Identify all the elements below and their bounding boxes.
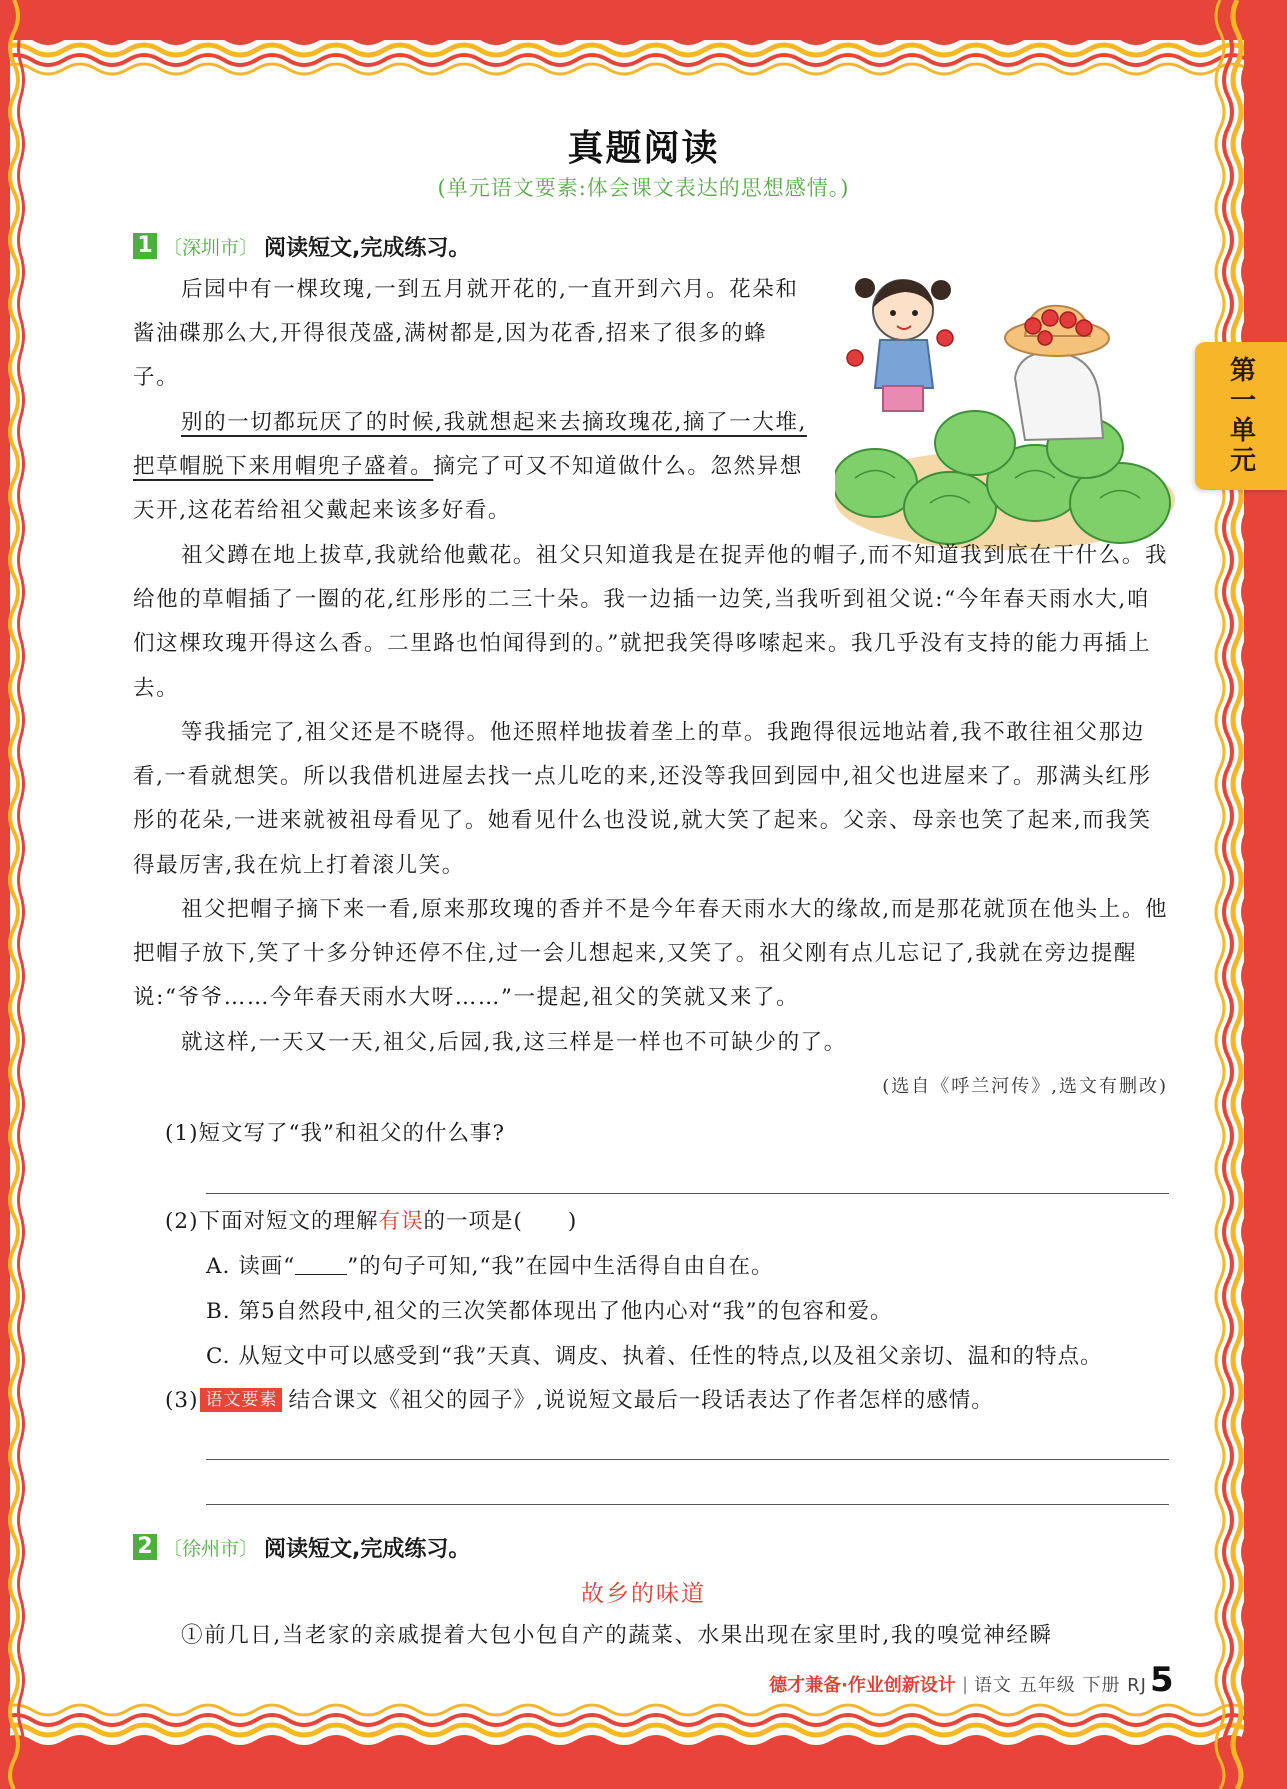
option-a-text-end: ”的句子可知,“我”在园中生活得自由自在。 (347, 1254, 774, 1279)
passage-paragraph-4: 等我插完了,祖父还是不晓得。他还照样地拔着垄上的草。我跑得很远地站着,我不敢往祖父那边看,一看就想笑。所以我借机进屋去找一点儿吃的来,还没等我回到园中,祖父也进屋来了。那满头红彤彤的花朵,一进来就被祖母看见了。她看见什么也没说,就大笑了起来。父亲、母亲也笑了起来,而我笑得最厉害,我在炕上打着滚儿笑。 (133, 720, 1152, 878)
question-number-badge: 2 (133, 1534, 157, 1560)
unit-tab[interactable] (1195, 342, 1287, 490)
passage-paragraph-5: 祖父把帽子摘下来一看,原来那玫瑰的香并不是今年春天雨水大的缘故,而是那花就顶在他头上。他把帽子放下,笑了十多分钟还停不住,过一会儿想起来,又笑了。祖父刚有点儿忘记了,我就在旁边提醒说:“爷爷……今年春天雨水大呀……”一提起,祖父的笑就又来了。 (133, 897, 1169, 1011)
passage-paragraph-3: 祖父蹲在地上拔草,我就给他戴花。祖父只知道我是在捉弄他的帽子,而不知道我到底在干什么。我给他的草帽插了一圈的花,红彤彤的二三十朵。我一边插一边笑,当我听到祖父说:“今年春天雨水大,咱们这棵玫瑰开得这么香。二里路也怕闻得到的。”就把我笑得哆嗦起来。我几乎没有支持的能力再插上去。 (133, 543, 1169, 701)
question-instruction: 阅读短文,完成练习。 (264, 1536, 471, 1562)
answer-line-3a[interactable] (206, 1459, 1169, 1460)
passage-paragraph-2 (133, 401, 813, 534)
footer-book-info: 语文 五年级 下册 RJ (974, 1675, 1147, 1696)
question-source: 〔徐州市〕 (163, 1537, 259, 1560)
story-title: 故乡的味道 (581, 1581, 706, 1607)
language-element-badge: 语文要素 (200, 1388, 282, 1412)
question-2-header (133, 1532, 470, 1562)
question-number-badge: 1 (133, 233, 157, 259)
sub-question-2-text: (2)下面对短文的理解 (165, 1209, 379, 1234)
footer-brand: 德才兼备·作业创新设计 (769, 1675, 956, 1696)
option-b[interactable]: B. 第5自然段中,祖父的三次笑都体现出了他内心对“我”的包容和爱。 (206, 1299, 893, 1324)
option-a-blank-mark (295, 1254, 347, 1275)
wavy-border-left (0, 0, 26, 1789)
wavy-border-top (0, 0, 1287, 78)
sub-question-3-number: (3) (165, 1388, 199, 1413)
passage-paragraph-1: 后园中有一棵玫瑰,一到五月就开花的,一直开到六月。花朵和酱油碟那么大,开得很茂盛,满树都是,因为花香,招来了很多的蜂子。 (133, 277, 799, 391)
footer-separator: | (961, 1673, 969, 1695)
wavy-border-right (1212, 0, 1287, 1789)
sub-question-3 (165, 1386, 994, 1416)
passage-source-note: (选自《呼兰河传》,选文有删改) (882, 1076, 1168, 1097)
question-instruction: 阅读短文,完成练习。 (264, 235, 471, 261)
question-source: 〔深圳市〕 (163, 236, 259, 259)
illustration-girl-grandfather-garden (835, 268, 1175, 550)
question-1-header (133, 231, 470, 261)
unit-tab-label: 第一单元 (1225, 356, 1256, 476)
page-number: 5 (1150, 1660, 1174, 1700)
answer-line-1[interactable] (206, 1193, 1169, 1194)
option-a-text: A. 读画“ (206, 1254, 296, 1279)
sub-question-2-emphasis: 有误 (378, 1209, 424, 1234)
page-title: 真题阅读 (567, 128, 720, 169)
sub-question-2-bracket[interactable]: 的一项是( ) (423, 1209, 578, 1234)
sub-question-3-text: 结合课文《祖父的园子》,说说短文最后一段话表达了作者怎样的感情。 (288, 1388, 994, 1413)
sub-question-1: (1)短文写了“我”和祖父的什么事? (165, 1121, 505, 1146)
page-footer (769, 1671, 1147, 1697)
wavy-border-bottom (0, 1696, 1287, 1789)
option-c[interactable]: C. 从短文中可以感受到“我”天真、调皮、执着、任性的特点,以及祖父亲切、温和的特点。 (206, 1344, 1103, 1369)
page-subtitle: (单元语文要素:体会课文表达的思想感情。) (437, 176, 850, 200)
passage-paragraph-2-rest: 摘完了可又不知道做什么。忽然异想天开,这花若给祖父戴起来该多好看。 (133, 454, 803, 524)
option-a[interactable] (206, 1252, 774, 1282)
sub-question-2 (165, 1207, 577, 1237)
story-paragraph-1: ①前几日,当老家的亲戚提着大包小包自产的蔬菜、水果出现在家里时,我的嗅觉神经瞬 (181, 1623, 1053, 1648)
underlined-sentence: 别的一切都玩厌了的时候,我就想起来去摘玫瑰花,摘了一大堆,把草帽脱下来用帽兜子盛着。 (133, 410, 807, 480)
answer-line-3b[interactable] (206, 1504, 1169, 1505)
passage-paragraph-6: 就这样,一天又一天,祖父,后园,我,这三样是一样也不可缺少的了。 (181, 1030, 847, 1055)
